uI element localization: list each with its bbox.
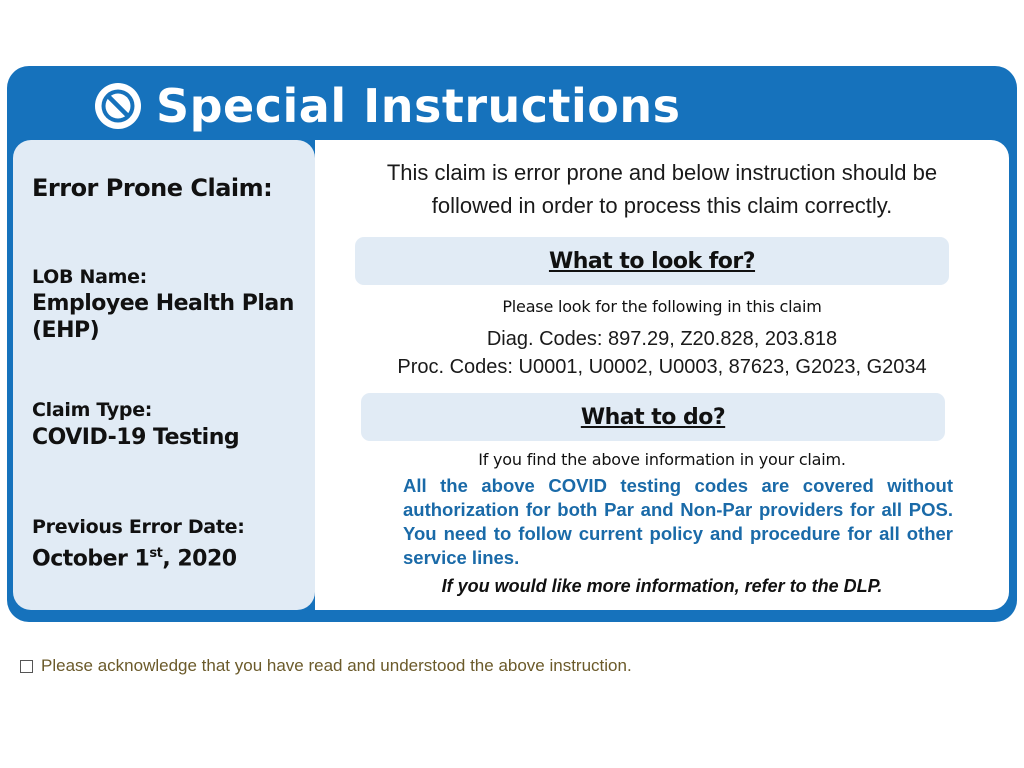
prohibited-icon: [92, 80, 144, 132]
intro-line2: followed in order to process this claim correctly.: [431, 193, 893, 218]
claim-type-value: COVID-19 Testing: [32, 425, 240, 450]
intro-line1: This claim is error prone and below instruction should be: [386, 160, 938, 185]
prev-error-ordinal: st: [149, 546, 163, 561]
prev-error-month: October 1: [32, 546, 150, 572]
acknowledge-checkbox[interactable]: [20, 660, 33, 673]
prev-error-value: [32, 540, 237, 572]
dlp-note: If you would like more information, refer to the DLP.: [441, 576, 883, 596]
acknowledge-row[interactable]: [20, 656, 632, 676]
claim-info-panel: [13, 140, 315, 610]
prev-error-year: , 2020: [162, 546, 237, 572]
look-for-text: Please look for the following in this claim: [502, 297, 822, 316]
proc-codes: Proc. Codes: U0001, U0002, U0003, 87623, G2023, G2034: [397, 356, 927, 378]
what-to-do-heading: What to do?: [580, 404, 726, 430]
codes-block: [335, 325, 989, 381]
intro-text: [335, 156, 989, 222]
diag-codes: Diag. Codes: 897.29, Z20.828, 203.818: [486, 328, 838, 350]
prev-error-label: Previous Error Date:: [32, 516, 245, 538]
acknowledge-label[interactable]: Please acknowledge that you have read and understood the above instruction.: [41, 656, 632, 675]
what-to-do-text: If you find the above information in your claim.: [478, 450, 846, 469]
page-title: Special Instructions: [156, 79, 681, 133]
look-for-heading: What to look for?: [548, 248, 756, 274]
lob-value: [32, 290, 294, 344]
claim-type-label: Claim Type:: [32, 399, 153, 421]
instructions-panel: [315, 140, 1009, 610]
lob-value-line1: Employee Health Plan: [32, 291, 294, 316]
error-prone-heading: Error Prone Claim:: [32, 174, 273, 202]
look-for-bar: [355, 237, 949, 285]
card-header: [92, 74, 681, 138]
policy-note: All the above COVID testing codes are covered without authorization for both Par and Non-Par providers for all POS. You need to follow current policy and procedure for all other service lines.: [403, 475, 953, 568]
special-instructions-card: [7, 66, 1017, 622]
lob-label: LOB Name:: [32, 266, 147, 288]
what-to-do-bar: [361, 393, 945, 441]
lob-value-line2: (EHP): [32, 318, 100, 343]
